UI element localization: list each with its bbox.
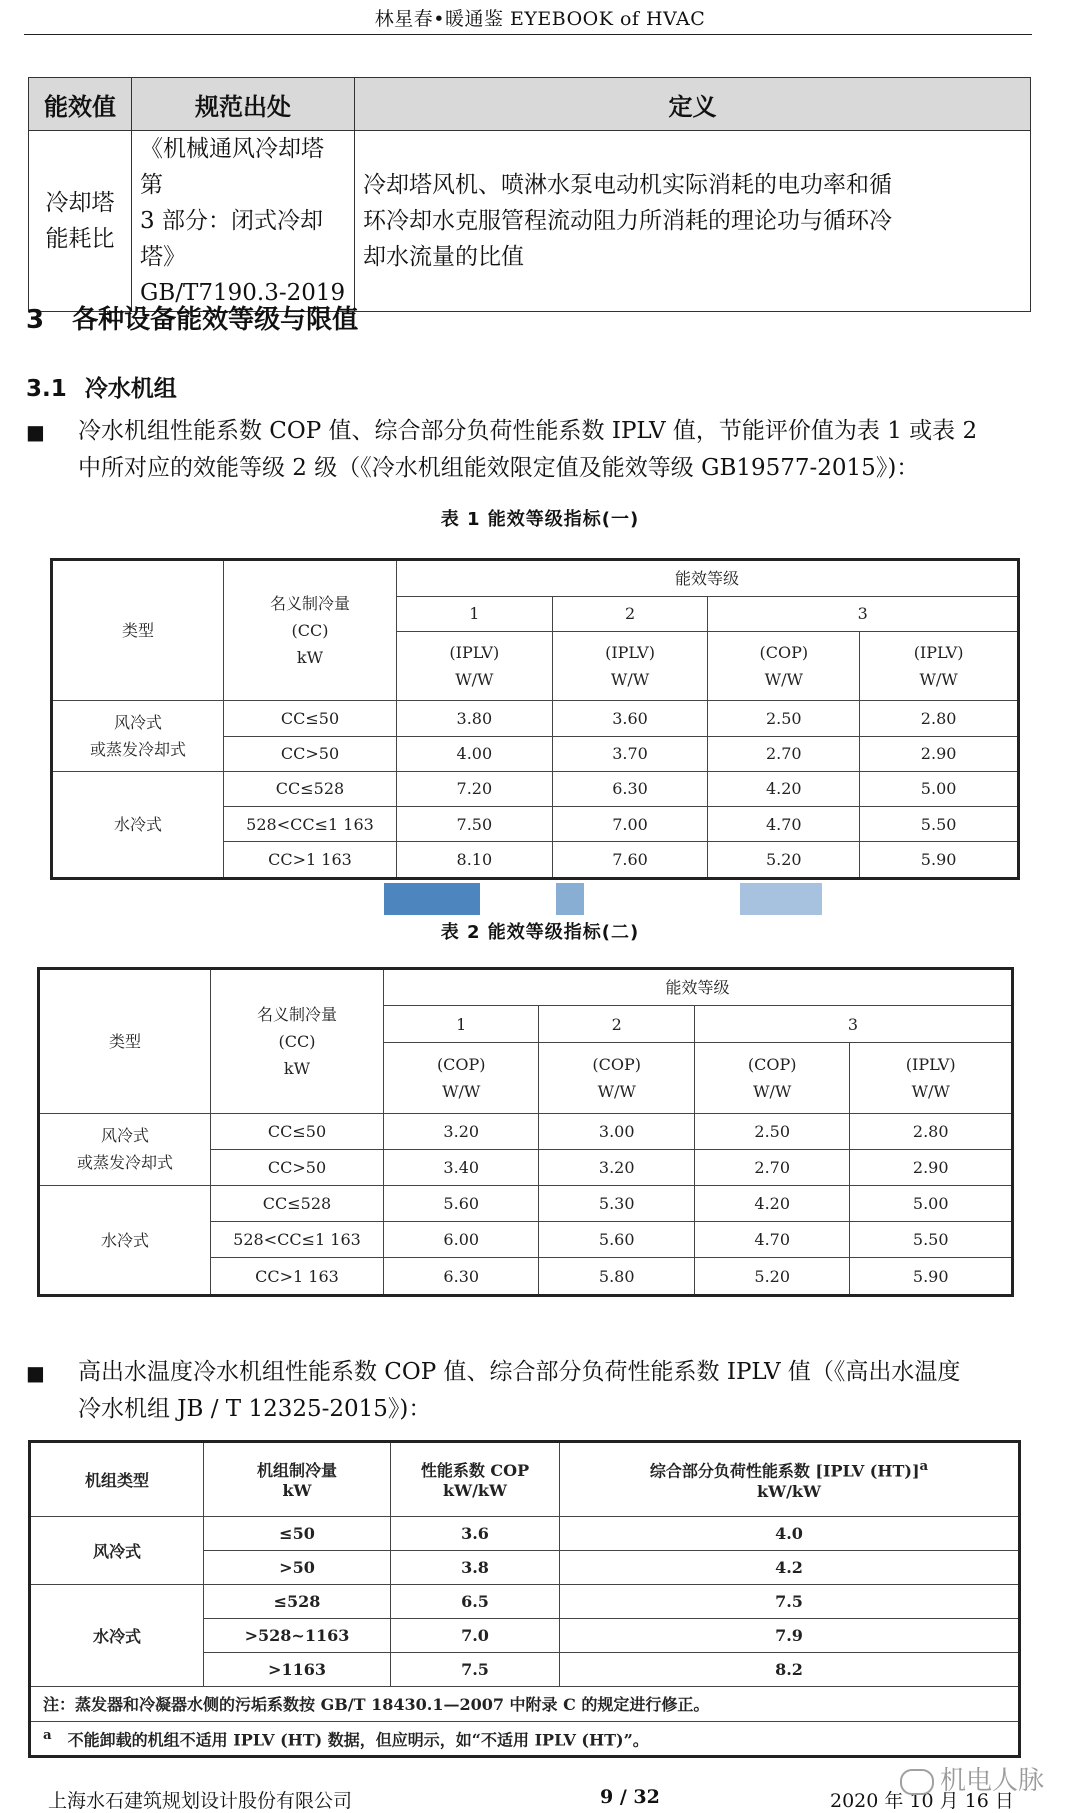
value-cell: 5.60: [384, 1186, 539, 1222]
table-row: [30, 1584, 1020, 1618]
iplv-cell: 7.5: [560, 1584, 1020, 1618]
grade-3-header: 3: [694, 1006, 1012, 1042]
iplv-cell: 7.9: [560, 1618, 1020, 1652]
iplv-header: 综合部分负荷性能系数 [IPLV (HT)]$^a$ kW/kW: [560, 1442, 1020, 1517]
table-row: [52, 701, 1019, 736]
cop-cell: 7.5: [391, 1652, 560, 1686]
iplv-cell: 4.0: [560, 1516, 1020, 1550]
capacity-cell: ≤50: [204, 1516, 391, 1550]
note-row: [30, 1721, 1020, 1756]
value-cell: 3.00: [539, 1113, 694, 1149]
grade-2-header: 2: [552, 596, 708, 631]
metric-header: (COP) W/W: [539, 1042, 694, 1113]
value-cell: 2.50: [694, 1113, 849, 1149]
metric-header: (COP) W/W: [694, 1042, 849, 1113]
value-cell: 3.80: [397, 701, 553, 736]
type-header: 类型: [52, 560, 224, 701]
table-row: [39, 1186, 1013, 1222]
value-cell: 3.40: [384, 1149, 539, 1185]
grade-header: 能效等级: [397, 560, 1019, 597]
metric-header: (COP) W/W: [384, 1042, 539, 1113]
value-cell: 2.50: [708, 701, 860, 736]
value-cell: 5.90: [850, 1258, 1013, 1296]
cop-cell: 3.8: [391, 1550, 560, 1584]
table1: [50, 558, 1020, 880]
capacity-cell: CC>50: [224, 736, 397, 771]
cop-header: 性能系数 COP kW/kW: [391, 1442, 560, 1517]
value-cell: 5.20: [708, 842, 860, 879]
value-cell: 2.70: [694, 1149, 849, 1185]
metric-header: (COP) W/W: [708, 631, 860, 700]
table1-caption: 表 1 能效等级指标(一): [440, 509, 640, 530]
capacity-cell: CC>1 163: [211, 1258, 384, 1296]
value-cell: 2.80: [850, 1113, 1013, 1149]
value-cell: 4.70: [708, 807, 860, 842]
value-cell: 5.00: [850, 1186, 1013, 1222]
col-header-definition: 定义: [355, 78, 1031, 131]
grade-2-header: 2: [539, 1006, 694, 1042]
cop-cell: 7.0: [391, 1618, 560, 1652]
type-cell: 水冷式: [52, 771, 224, 878]
value-cell: 4.20: [694, 1186, 849, 1222]
value-cell: 7.50: [397, 807, 553, 842]
table-row: [30, 1516, 1020, 1550]
table3: [28, 1440, 1021, 1758]
value-cell: 7.00: [552, 807, 708, 842]
metric-header: (IPLV) W/W: [552, 631, 708, 700]
unit-type-header: 机组类型: [30, 1442, 204, 1517]
footer-company: 上海水石建筑规划设计股份有限公司: [48, 1790, 353, 1812]
capacity-cell: CC≤528: [224, 771, 397, 806]
col-header-value: 能效值: [29, 78, 132, 131]
capacity-cell: CC≤50: [211, 1113, 384, 1149]
value-cell: 2.70: [708, 736, 860, 771]
cop-cell: 6.5: [391, 1584, 560, 1618]
section-heading: 3 各种设备能效等级与限值: [26, 305, 359, 335]
grade-header: 能效等级: [384, 969, 1013, 1006]
value-cell: 5.50: [860, 807, 1019, 842]
value-cell: 5.90: [860, 842, 1019, 879]
capacity-cell: ≤528: [204, 1584, 391, 1618]
value-cell: 2.80: [860, 701, 1019, 736]
value-cell: 6.00: [384, 1222, 539, 1258]
metric-header: (IPLV) W/W: [397, 631, 553, 700]
value-cell: 5.30: [539, 1186, 694, 1222]
capacity-header: 名义制冷量 (CC) kW: [211, 969, 384, 1114]
value-cell: 4.20: [708, 771, 860, 806]
value-cell: 3.20: [539, 1149, 694, 1185]
table2: [37, 967, 1014, 1297]
value-cell: 3.20: [384, 1113, 539, 1149]
wechat-icon: [900, 1769, 934, 1795]
value-cell: 6.30: [552, 771, 708, 806]
metric-header: (IPLV) W/W: [850, 1042, 1013, 1113]
note-row: [30, 1686, 1020, 1721]
value-cell: 2.90: [850, 1149, 1013, 1185]
iplv-cell: 4.2: [560, 1550, 1020, 1584]
grade-3-header: 3: [708, 596, 1019, 631]
header-rule: [24, 34, 1032, 35]
value-cell: 8.10: [397, 842, 553, 879]
iplv-footnote-mark: a: [919, 1458, 929, 1475]
table2-caption: 表 2 能效等级指标(二): [440, 922, 640, 943]
footer-page: 9 / 32: [600, 1786, 660, 1808]
value-cell: 4.00: [397, 736, 553, 771]
value-cell: 3.70: [552, 736, 708, 771]
bullet-paragraph: 高出水温度冷水机组性能系数 COP 值、综合部分负荷性能系数 IPLV 值（《高出水温度 冷水机组 JB / T 12325-2015》)：: [78, 1359, 961, 1422]
watermark-fragment: [384, 883, 480, 915]
capacity-cell: >528~1163: [204, 1618, 391, 1652]
value-cell: 5.50: [850, 1222, 1013, 1258]
col-header-source: 规范出处: [132, 78, 355, 131]
grade-1-header: 1: [397, 596, 553, 631]
table-row: [39, 1113, 1013, 1149]
value-cell: 4.70: [694, 1222, 849, 1258]
watermark-fragment: [556, 883, 584, 915]
unit-type-cell: 水冷式: [30, 1584, 204, 1686]
value-cell: 7.20: [397, 771, 553, 806]
bullet-paragraph: 冷水机组性能系数 COP 值、综合部分负荷性能系数 IPLV 值，节能评价值为表 1 或表 2 中所对应的效能等级 2 级（《冷水机组能效限定值及能效等级 GB19577-2015》)：: [78, 418, 978, 481]
note-2-mark: a: [43, 1726, 52, 1743]
value-cell: 6.30: [384, 1258, 539, 1296]
value-cell: 2.90: [860, 736, 1019, 771]
table-row: [52, 771, 1019, 806]
grade-1-header: 1: [384, 1006, 539, 1042]
metric-header: (IPLV) W/W: [860, 631, 1019, 700]
cop-cell: 3.6: [391, 1516, 560, 1550]
footer-date: 2020 年 10 月 16 日: [830, 1790, 1014, 1812]
capacity-cell: 528<CC≤1 163: [211, 1222, 384, 1258]
capacity-cell: CC≤528: [211, 1186, 384, 1222]
note-1: 注：蒸发器和冷凝器水侧的污垢系数按 GB/T 18430.1—2007 中附录 C 的规定进行修正。: [30, 1686, 1020, 1721]
definition-table: [28, 77, 1031, 312]
capacity-cell: CC>1 163: [224, 842, 397, 879]
capacity-cell: CC>50: [211, 1149, 384, 1185]
cell-definition: 冷却塔风机、喷淋水泵电动机实际消耗的电功率和循 环冷却水克服管程流动阻力所消耗的理论功与循环冷 却水流量的比值: [355, 131, 1031, 312]
capacity-cell: >50: [204, 1550, 391, 1584]
capacity-header: 机组制冷量 kW: [204, 1442, 391, 1517]
cell-source: 《机械通风冷却塔第 3 部分：闭式冷却塔》 GB/T7190.3-2019: [132, 131, 355, 312]
type-cell: 风冷式 或蒸发冷却式: [52, 701, 224, 772]
unit-type-cell: 风冷式: [30, 1516, 204, 1584]
value-cell: 5.60: [539, 1222, 694, 1258]
footer-watermark: 机电人脉: [900, 1760, 1044, 1797]
type-cell: 风冷式 或蒸发冷却式: [39, 1113, 211, 1185]
cell-value-name: 冷却塔 能耗比: [29, 131, 132, 312]
bullet-marker: ■: [26, 420, 45, 444]
value-cell: 5.80: [539, 1258, 694, 1296]
value-cell: 5.20: [694, 1258, 849, 1296]
value-cell: 7.60: [552, 842, 708, 879]
iplv-cell: 8.2: [560, 1652, 1020, 1686]
subsection-heading: 3.1 冷水机组: [26, 376, 177, 402]
type-header: 类型: [39, 969, 211, 1114]
capacity-cell: >1163: [204, 1652, 391, 1686]
type-cell: 水冷式: [39, 1186, 211, 1296]
capacity-cell: 528<CC≤1 163: [224, 807, 397, 842]
bullet-marker: ■: [26, 1361, 45, 1385]
value-cell: 3.60: [552, 701, 708, 736]
capacity-cell: CC≤50: [224, 701, 397, 736]
capacity-header: 名义制冷量 (CC) kW: [224, 560, 397, 701]
note-2: $^a$ 不能卸载的机组不适用 IPLV (HT) 数据，但应明示，如“不适用 IPLV (HT)”。: [30, 1721, 1020, 1756]
value-cell: 5.00: [860, 771, 1019, 806]
page-header: 林星春•暖通鉴 EYEBOOK of HVAC: [374, 8, 706, 30]
watermark-fragment: [740, 883, 822, 915]
